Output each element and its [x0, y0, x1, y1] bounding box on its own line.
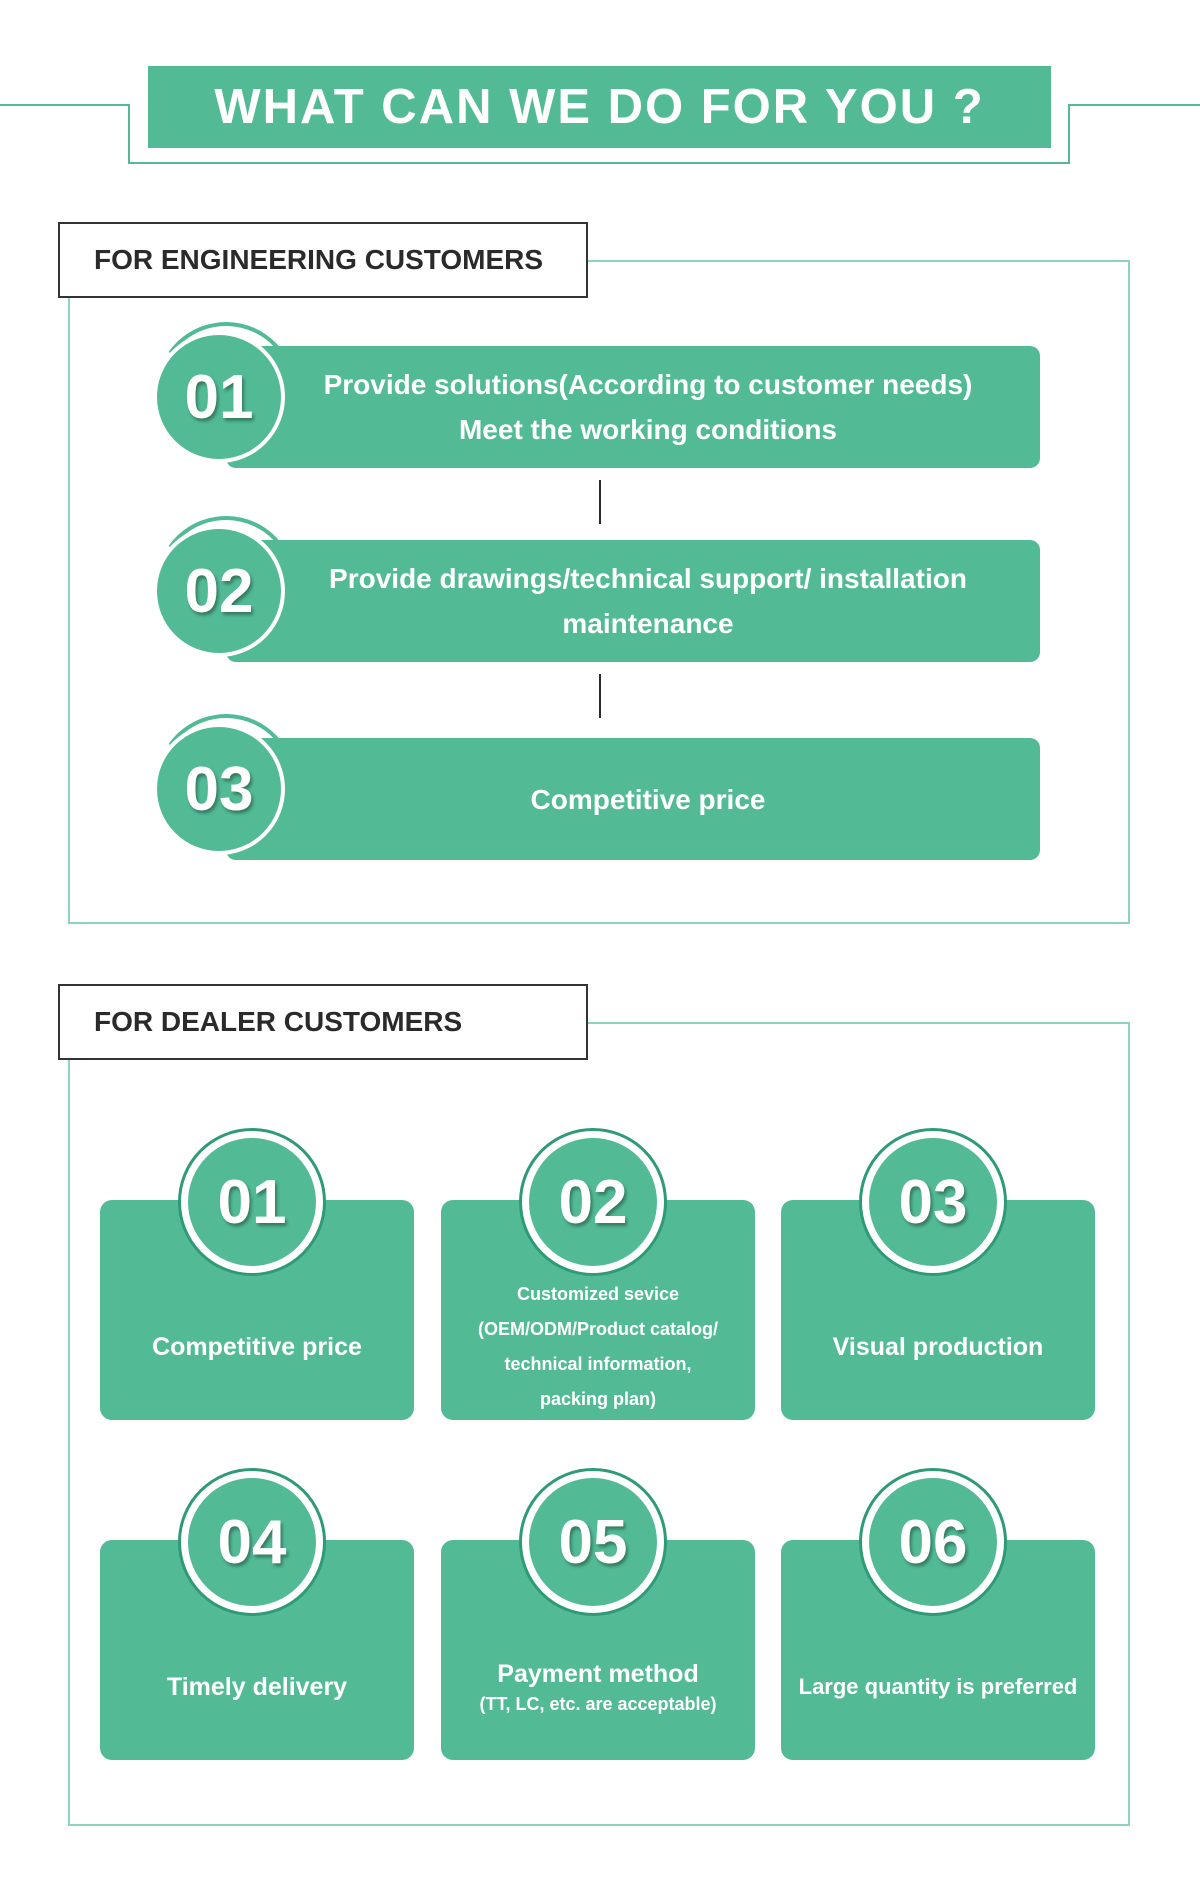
number-badge-label: 03 — [898, 1167, 968, 1237]
engineering-item-03 — [156, 714, 1040, 862]
number-badge-label: 06 — [898, 1507, 968, 1577]
engineering-section-label: FOR ENGINEERING CUSTOMERS — [94, 244, 544, 275]
engineering-item-line1: Provide solutions(According to customer needs) — [323, 369, 973, 400]
dealer-card-02 — [441, 1128, 755, 1428]
dealer-card-01 — [100, 1128, 414, 1428]
number-badge-label: 02 — [558, 1167, 628, 1237]
number-badge — [153, 331, 285, 463]
card-text — [447, 1278, 749, 1416]
dealer-card-06 — [781, 1468, 1095, 1768]
card-subtitle: (TT, LC, etc. are acceptable) — [479, 1694, 717, 1714]
number-badge — [188, 1478, 316, 1606]
card-title: Competitive price — [152, 1333, 362, 1361]
dealer-card-04 — [100, 1468, 414, 1768]
dealer-card-05 — [441, 1468, 755, 1768]
card-line: technical information, — [504, 1354, 692, 1374]
number-badge — [153, 525, 285, 657]
dealer-section-label: FOR DEALER CUSTOMERS — [94, 1006, 463, 1037]
engineering-item-text — [276, 540, 1020, 662]
engineering-item-text — [276, 738, 1020, 860]
card-title: Visual production — [832, 1333, 1044, 1361]
card-line: Customized sevice — [516, 1284, 680, 1304]
card-title: Payment method — [497, 1660, 699, 1688]
card-text — [787, 1618, 1089, 1756]
number-badge-label: 04 — [217, 1507, 287, 1577]
number-badge-label: 05 — [558, 1507, 628, 1577]
number-badge — [529, 1138, 657, 1266]
card-text — [106, 1278, 408, 1416]
engineering-item-01 — [156, 322, 1040, 470]
number-badge — [188, 1138, 316, 1266]
card-line: packing plan) — [539, 1389, 656, 1409]
dealer-section-label-box — [58, 984, 588, 1060]
number-badge-label: 01 — [184, 362, 254, 432]
engineering-item-line1: Provide drawings/technical support/ installation — [329, 563, 967, 594]
engineering-item-line2: Meet the working conditions — [458, 414, 837, 445]
engineering-item-02 — [156, 516, 1040, 664]
header-banner — [148, 66, 1051, 148]
header-line-left — [0, 104, 130, 106]
engineering-section-label-box — [58, 222, 588, 298]
number-badge-label: 01 — [217, 1167, 287, 1237]
card-title: Large quantity is preferred — [798, 1674, 1078, 1699]
card-text — [106, 1618, 408, 1756]
engineering-item-line2: maintenance — [562, 608, 734, 639]
page-title: WHAT CAN WE DO FOR YOU ? — [214, 80, 985, 134]
engineering-item-text — [276, 346, 1020, 468]
number-badge — [153, 723, 285, 855]
number-badge-label: 02 — [184, 556, 254, 626]
header-line-right — [1070, 104, 1200, 106]
number-badge — [529, 1478, 657, 1606]
card-title: Timely delivery — [166, 1673, 348, 1701]
card-text — [787, 1278, 1089, 1416]
number-badge — [869, 1478, 997, 1606]
number-badge — [869, 1138, 997, 1266]
engineering-item-line1: Competitive price — [530, 783, 766, 815]
connector-line — [599, 674, 601, 718]
card-text — [447, 1618, 749, 1756]
card-line: (OEM/ODM/Product catalog/ — [477, 1319, 718, 1339]
dealer-card-03 — [781, 1128, 1095, 1428]
number-badge-label: 03 — [184, 754, 254, 824]
